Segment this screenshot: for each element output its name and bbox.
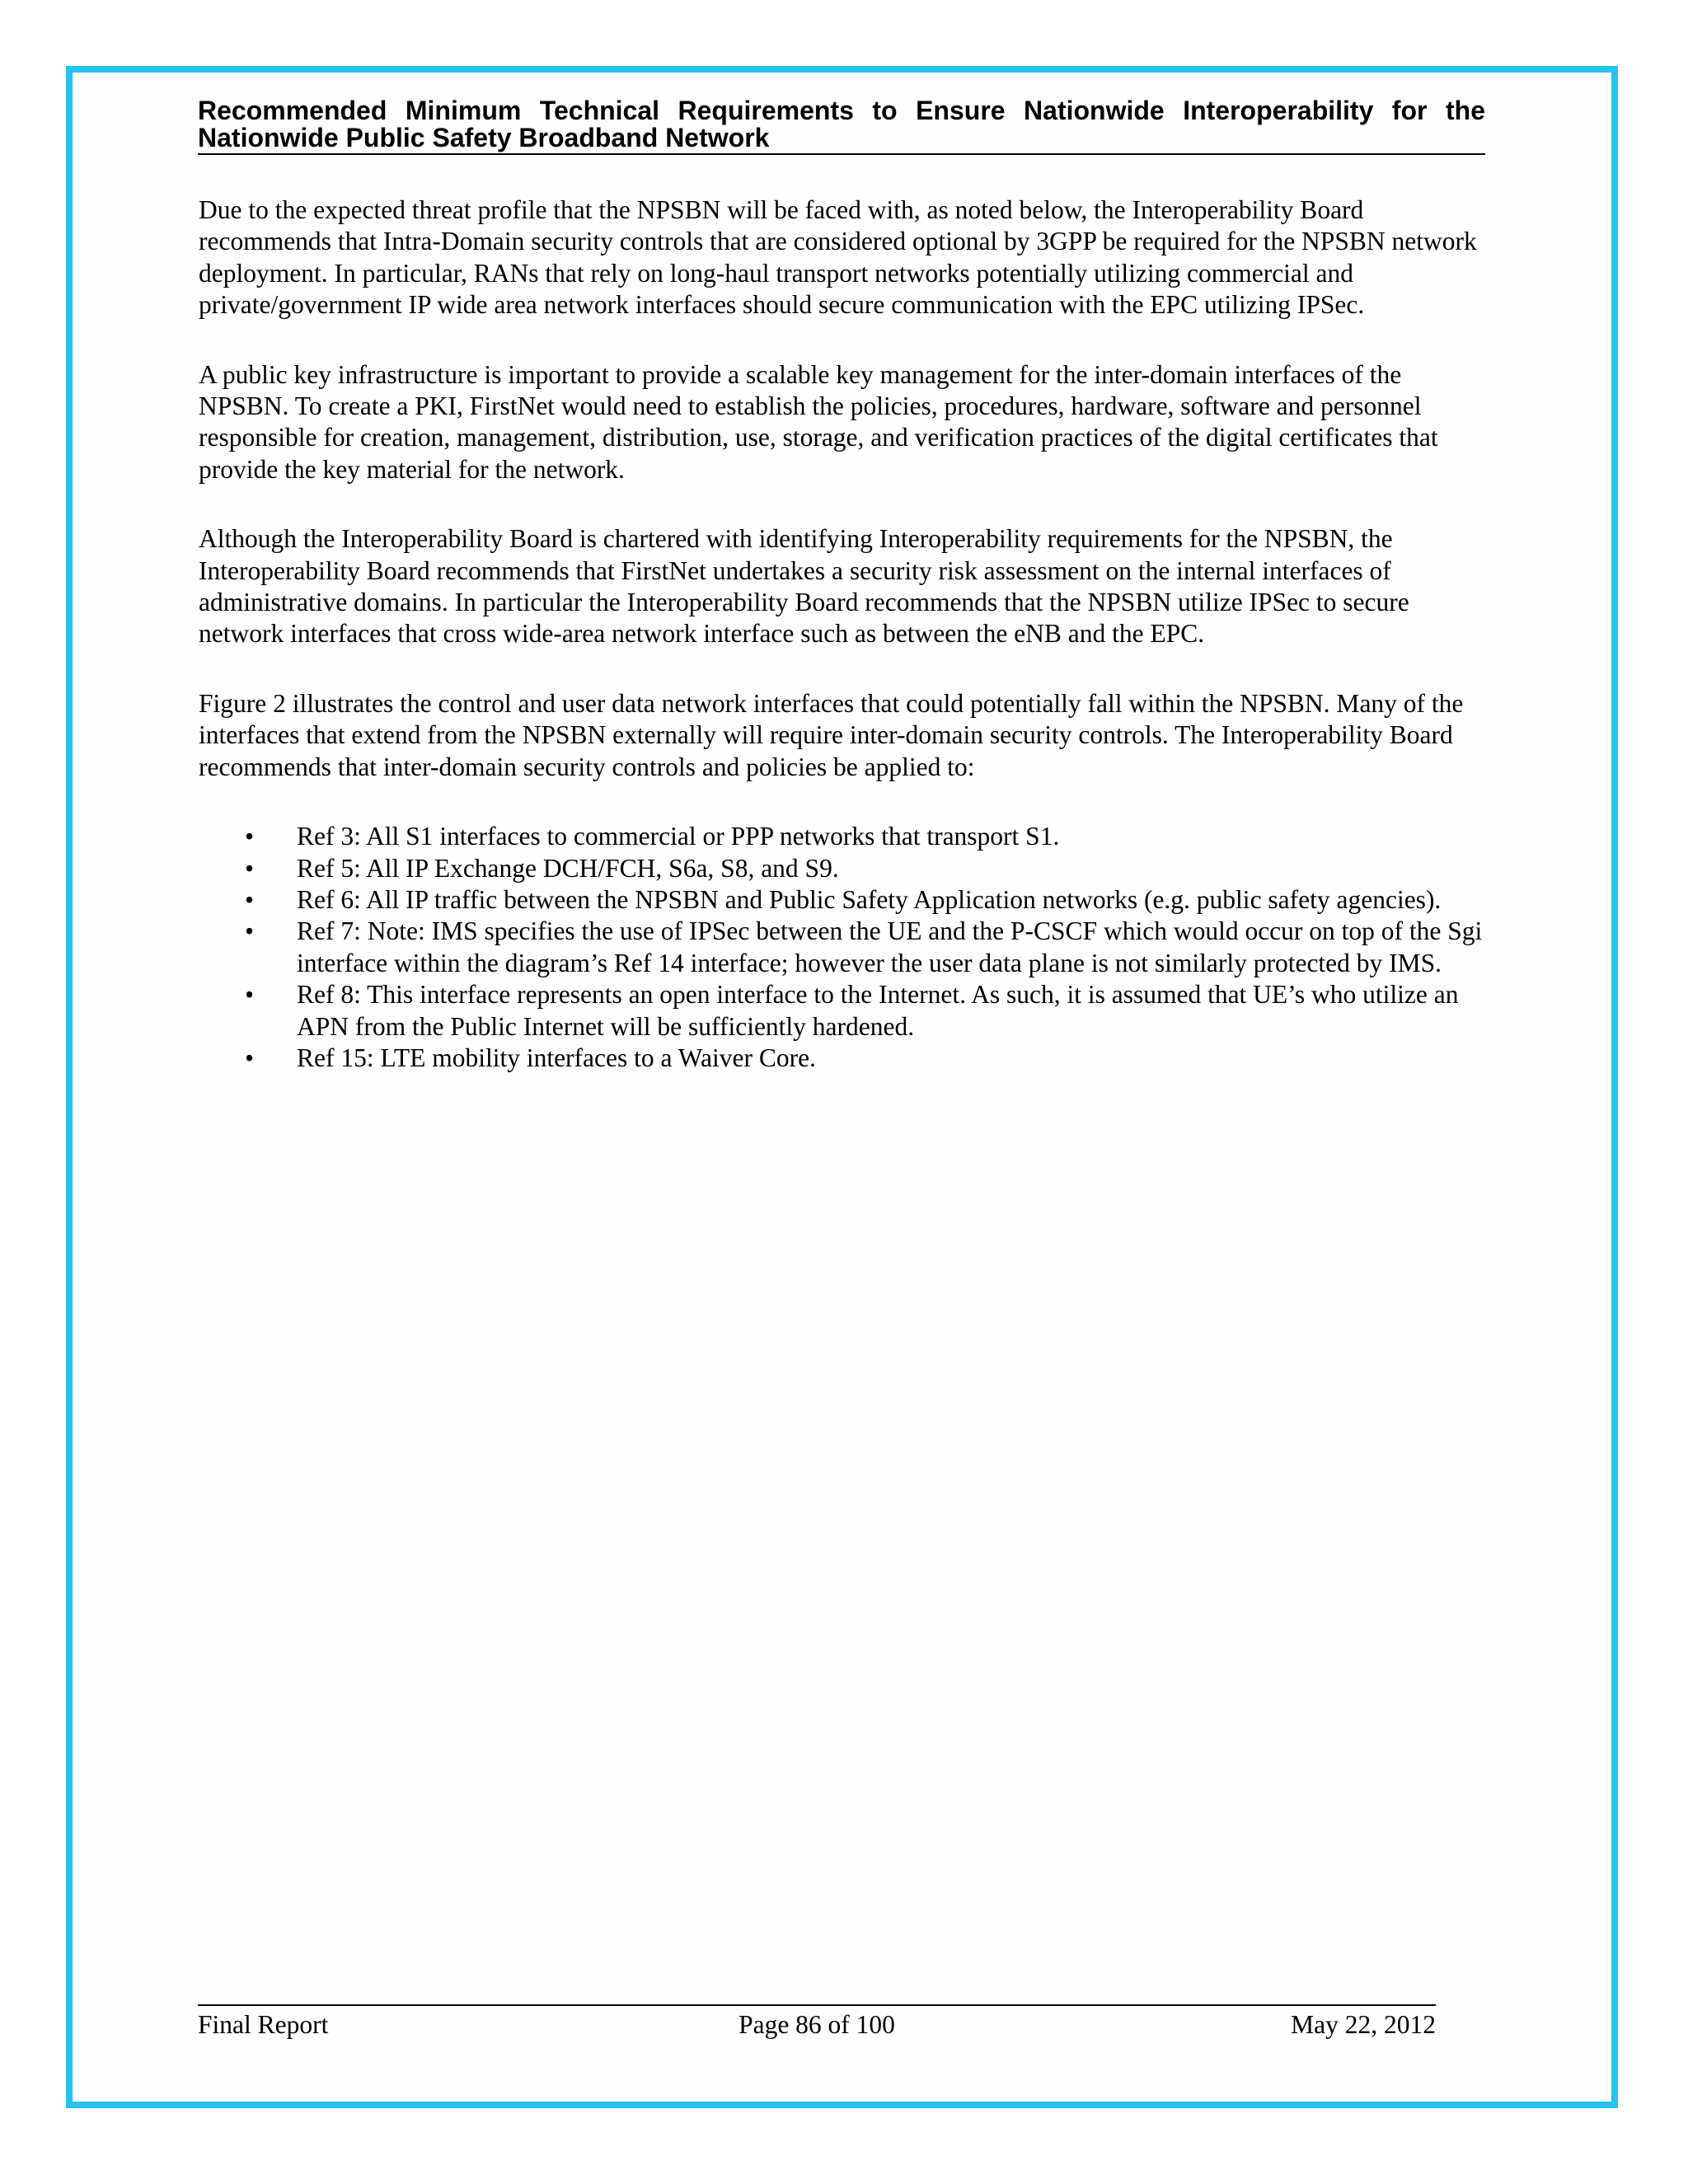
document-header-title: Recommended Minimum Technical Requirements to Ensure Nationwide Interoperability for the Nationwide Public Safety Broadband Network <box>198 96 1485 152</box>
footer-page-number: Page 86 of 100 <box>738 2010 895 2039</box>
footer-rule <box>198 2004 1436 2006</box>
bullet-item-ref-15 <box>199 1043 1484 1074</box>
body-paragraph-1: Due to the expected threat profile that the NPSBN will be faced with, as noted below, the Interoperability Board recommends that Intra-Domain security controls that are considered optional by 3GPP be required for the NPSBN network deployment. In particular, RANs that rely on long-haul transport networks potentially utilizing commercial and private/government IP wide area network interfaces should secure communication with the EPC utilizing IPSec. <box>199 195 1477 320</box>
body-paragraph-3: Although the Interoperability Board is chartered with identifying Interoperability requirements for the NPSBN, the Interoperability Board recommends that FirstNet undertakes a security risk assessment on the internal interfaces of administrative domains. In particular the Interoperability Board recommends that the NPSBN utilize IPSec to secure network interfaces that cross wide-area network interface such as between the eNB and the EPC. <box>199 524 1409 649</box>
bullet-item-ref-3 <box>199 821 1484 852</box>
bullet-item-ref-8 <box>199 979 1484 1043</box>
bullet-item-ref-7 <box>199 916 1484 979</box>
bullet-item-ref-6 <box>199 884 1484 916</box>
bullet-icon: • <box>245 980 255 1010</box>
bullet-text: Ref 3: All S1 interfaces to commercial or PPP networks that transport S1. <box>297 822 1060 851</box>
bullet-list <box>199 821 1484 1074</box>
bullet-text: Ref 7: Note: IMS specifies the use of IPSec between the UE and the P-CSCF which would occur on top of the Sgi interface within the diagram’s Ref 14 interface; however the user data plane is not similarly protected by IMS. <box>297 916 1483 977</box>
header-rule <box>198 153 1485 155</box>
bullet-icon: • <box>245 884 255 914</box>
bullet-icon: • <box>245 1043 255 1072</box>
body-paragraph-2: A public key infrastructure is important to provide a scalable key management for the inter-domain interfaces of the NPSBN. To create a PKI, FirstNet would need to establish the policies, procedures, hardware, software and personnel responsible for creation, management, distribution, use, storage, and verification practices of the digital certificates that provide the key material for the network. <box>199 359 1438 484</box>
bullet-icon: • <box>245 916 255 946</box>
bullet-text: Ref 6: All IP traffic between the NPSBN and Public Safety Application networks (e.g. public safety agencies). <box>297 884 1442 914</box>
bullet-icon: • <box>245 853 255 883</box>
document-body <box>199 194 1484 1074</box>
footer-date: May 22, 2012 <box>1291 2010 1436 2039</box>
page-footer <box>198 2008 1436 2041</box>
bullet-text: Ref 8: This interface represents an open interface to the Internet. As such, it is assumed that UE’s who utilize an APN from the Public Internet will be sufficiently hardened. <box>297 980 1459 1041</box>
bullet-item-ref-5 <box>199 853 1484 884</box>
bullet-icon: • <box>245 822 255 851</box>
footer-document-label: Final Report <box>198 2010 329 2039</box>
body-paragraph-4: Figure 2 illustrates the control and user data network interfaces that could potentially fall within the NPSBN. Many of the interfaces that extend from the NPSBN externally will require inter-domain security controls. The Interoperability Board recommends that inter-domain security controls and policies be applied to: <box>199 688 1464 781</box>
bullet-text: Ref 15: LTE mobility interfaces to a Waiver Core. <box>297 1043 816 1072</box>
bullet-text: Ref 5: All IP Exchange DCH/FCH, S6a, S8, and S9. <box>297 853 839 883</box>
